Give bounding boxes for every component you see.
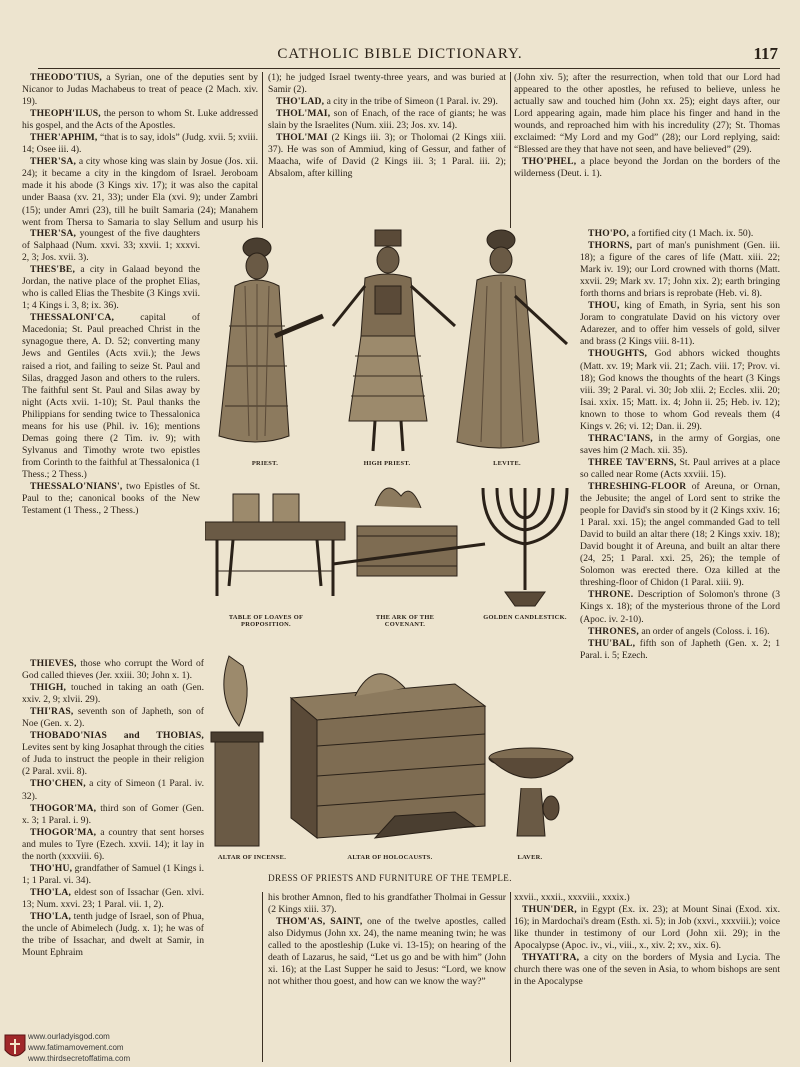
entry-text: God abhors wicked thoughts (Matt. xv. 19; Mark vii. 21; Zach. viii. 17; Prov. vi. 18); God knows the thoughts of the heart (3 Kings viii. 39; 2 Paral. vi. 30; Job xlii. 2; Eccles. xlii. 20; Isai. xxix. 15; Matt. ix. 4; John ii. 25; Heb. iv. 12); known to those to whom God reveals them (4 Kings v. 26; vi. 12; Dan. ii. 29).	[580, 348, 780, 432]
entry-text: a Syrian, one of the deputies sent by Nicanor to Judas Machabeus to treat of peace (2 Mach. xiv. 19).	[22, 72, 258, 108]
laver-figure	[489, 748, 573, 836]
entry-headword: THU'BAL,	[588, 637, 636, 649]
entry-text: youngest of the five daughters of Salphaad (Num. xxvi. 33; xxvii. 1; xxxvi. 2, 3; Jos. xvii. 3).	[22, 228, 200, 264]
running-title: CATHOLIC BIBLE DICTIONARY.	[277, 46, 523, 62]
high-priest-figure	[333, 230, 455, 451]
footer-link-1[interactable]: www.ourladyisgod.com	[28, 1032, 110, 1041]
dictionary-entry	[22, 778, 204, 802]
entry-headword: THIGH,	[30, 682, 67, 694]
entry-text: “that is to say, idols” (Judg. xvii. 5; xviii. 14; Osee iii. 4).	[22, 132, 258, 156]
entry-headword: THO'PO,	[588, 228, 630, 239]
entry-text: Description of Solomon's throne (3 Kings x. 18); of the mysterious throne of the Lord (Apoc. iv. 2-10).	[580, 589, 780, 625]
entry-text: king of Emath, in Syria, sent his son Joram to congratulate David on his victory over Adarezer, and to offer him vessels of gold, silver and brass (2 Kings viii. 8-11).	[580, 300, 780, 348]
dictionary-entry	[22, 863, 204, 887]
dictionary-entry	[268, 892, 506, 916]
dictionary-entry	[268, 132, 506, 180]
dictionary-entry	[580, 626, 780, 638]
footer-link-3[interactable]: www.thirdsecretoffatima.com	[28, 1054, 131, 1063]
entry-text: (2 Kings iii. 3); or Tholomai (2 Kings xiii. 37). He was son of Ammiud, king of Gessur, and father of Maacha, wife of David (2 Kings iii. 3; 1 Paral. iii. 2); Absalom, after killing	[268, 132, 506, 180]
altar-of-incense-figure	[211, 656, 263, 846]
entry-headword: THOU,	[588, 300, 620, 312]
entry-headword: THRESHING-FLOOR	[588, 480, 687, 492]
entry-headword: THO'LA,	[30, 886, 72, 898]
entry-headword: THOGOR'MA,	[30, 802, 97, 814]
entry-headword: THO'HU,	[30, 862, 73, 874]
entry-text: part of man's punishment (Gen. iii. 18); a figure of the cares of life (Matt. xiii. 22; Mark iv. 19); our Lord crowned with thorns (Matt. xxvii. 29; Mark xv. 17; John xix. 2); earth bringing forth thorns and briars is reprobate (Heb. vi. 8).	[580, 240, 780, 300]
column-middle-bottom	[268, 892, 506, 1062]
entry-text: an order of angels (Coloss. i. 16).	[638, 625, 770, 637]
entry-headword: THO'LA,	[30, 910, 72, 922]
entry-headword: THRONE.	[588, 589, 634, 601]
entry-headword: THORNS,	[588, 240, 633, 252]
caption-priest: PRIEST.	[251, 460, 279, 467]
altar-of-holocausts-figure	[291, 674, 485, 838]
dictionary-entry	[22, 911, 204, 959]
entry-text: a city in Galaad beyond the Jordan, the native place of the prophet Elias, who is called Elias the Thesbite (3 Kings xvii. 1; 4 Kings i. 3, 8; ix. 36).	[22, 264, 200, 312]
entry-text: fifth son of Japheth (Gen. x. 2; 1 Paral. i. 5; Ezech.	[580, 637, 780, 661]
footer-link-2[interactable]: www.fatimamovement.com	[28, 1043, 124, 1052]
entry-text: in the army of Gorgias, one saves him (2 Mach. xii. 35).	[580, 432, 780, 456]
column-middle-top	[268, 72, 506, 228]
entry-text: a city whose king was slain by Josue (Jos. xii. 24); it became a city in the kingdom of Israel. Jeroboam made it his abode (3 Kings xiv. 17); it was also the capital under Baasa (xv. 21, 33); under Ela (xvi. 9); under Zambri (15); under Amri (23), till he built Samaria (24); Manahem went from Thersa to Samaria to slay Sellum and usurp his	[22, 156, 258, 228]
temple-illustration-plate	[205, 226, 575, 876]
dictionary-entry	[514, 892, 780, 904]
entry-headword: THOUGHTS,	[588, 348, 648, 360]
dictionary-entry	[580, 433, 780, 457]
footer-watermark	[4, 1032, 214, 1066]
entry-text: (1); he judged Israel twenty-three years, and was buried at Samir (2).	[268, 72, 506, 96]
column-divider	[262, 892, 263, 1062]
entry-headword: THOL'MAI	[276, 132, 328, 144]
entry-headword: THES'BE,	[30, 264, 76, 276]
header-rule	[38, 68, 780, 69]
dictionary-entry	[580, 228, 780, 240]
caption-incense: ALTAR OF INCENSE.	[217, 854, 287, 861]
dictionary-entry	[22, 264, 200, 312]
column-right-top	[514, 72, 780, 228]
candlestick-figure	[483, 488, 567, 606]
caption-high-priest: HIGH PRIEST.	[363, 460, 411, 467]
dictionary-entry	[22, 827, 204, 863]
entry-text: a place beyond the Jordan on the borders of the wilderness (Deut. i. 1).	[514, 156, 780, 180]
entry-headword: THO'LAD,	[276, 96, 325, 108]
caption-laver: LAVER.	[517, 854, 543, 861]
dictionary-entry	[22, 312, 200, 481]
dictionary-entry	[22, 730, 204, 778]
dictionary-entry	[22, 658, 204, 682]
column-divider	[510, 72, 511, 228]
levite-figure	[457, 230, 567, 448]
entry-text: two Epistles of St. Paul to the; canonical books of the New Testament (1 Thess., 2 Thess.)	[22, 480, 200, 517]
entry-text: third son of Gomer (Gen. x. 3; 1 Paral. i. 9).	[22, 802, 204, 826]
dictionary-entry	[22, 156, 258, 228]
page-header	[0, 46, 800, 70]
table-of-loaves-figure	[205, 494, 345, 596]
dictionary-entry	[22, 803, 204, 827]
caption-levite: LEVITE.	[493, 460, 521, 467]
entry-text: xxvii., xxxii., xxxviii., xxxix.)	[514, 892, 630, 903]
column-right-side	[580, 228, 780, 892]
entry-text: a city on the borders of Mysia and Lycia. The church there was one of the seven in Asia, to whom bishops are sent in the Apocalypse	[514, 952, 780, 988]
dictionary-entry	[22, 682, 204, 706]
column-divider	[510, 892, 511, 1062]
dictionary-entry	[268, 916, 506, 988]
dictionary-entry	[22, 132, 258, 156]
entry-headword: THI'RAS,	[30, 706, 74, 718]
entry-headword: THESSALONI'CA,	[30, 312, 115, 324]
caption-table: TABLE OF LOAVES OF PROPOSITION.	[228, 614, 304, 628]
dictionary-entry	[22, 228, 200, 264]
entry-text: seventh son of Japheth, son of Noe (Gen. x. 2).	[22, 706, 204, 730]
dictionary-entry	[268, 96, 506, 108]
entry-text: his brother Amnon, fled to his grandfather Tholmai in Gessur (2 Kings xiii. 37).	[268, 892, 506, 916]
entry-text: those who corrupt the Word of God called thieves (Jer. xxiii. 30; John x. 1).	[22, 658, 204, 682]
caption-ark: THE ARK OF THE COVENANT.	[375, 614, 435, 628]
entry-headword: THO'CHEN,	[30, 778, 86, 790]
entry-text: a city in the tribe of Simeon (1 Paral. iv. 29).	[324, 96, 498, 108]
dictionary-entry	[268, 72, 506, 96]
caption-holocausts: ALTAR OF HOLOCAUSTS.	[347, 854, 433, 861]
entry-headword: THEOPH'ILUS,	[30, 108, 101, 120]
dictionary-entry	[514, 72, 780, 156]
entry-text: a city of Simeon (1 Paral. iv. 32).	[22, 778, 204, 802]
column-left-top	[22, 72, 258, 228]
entry-headword: THESSALO'NIANS',	[30, 480, 123, 492]
entry-headword: THO'PHEL,	[522, 156, 577, 168]
entry-text: grandfather of Samuel (1 Kings i. 1; 1 Paral. vi. 34).	[22, 862, 204, 886]
entry-text: touched in taking an oath (Gen. xxiv. 2, 9; xlvii. 29).	[22, 682, 204, 706]
dictionary-entry	[580, 348, 780, 432]
entry-headword: THER'SA,	[30, 156, 77, 168]
entry-headword: THUN'DER,	[522, 904, 577, 916]
dictionary-entry	[580, 300, 780, 348]
dictionary-entry	[22, 706, 204, 730]
dictionary-entry	[580, 457, 780, 481]
entry-headword: THOM'AS, SAINT,	[276, 916, 363, 928]
entry-headword: THER'SA,	[30, 228, 77, 239]
entry-text: eldest son of Issachar (Gen. xlvi. 13; Num. xxvi. 23; 1 Paral. vii. 1, 2).	[22, 886, 204, 910]
entry-headword: THEODO'TIUS,	[30, 72, 102, 83]
entry-headword: THOBADO'NIAS and THOBIAS,	[30, 730, 204, 742]
dictionary-entry	[268, 108, 506, 132]
entry-headword: THRONES,	[588, 625, 639, 637]
column-left-lower	[22, 658, 204, 1062]
dictionary-entry	[514, 156, 780, 180]
page-number: 117	[753, 44, 778, 63]
dictionary-entry	[22, 108, 258, 132]
entry-text: capital of Macedonia; St. Paul preached Christ in the synagogue there, A. D. 52; converting many Jews and Gentiles (Acts xvii.); the Jews raised a riot, and failing to seize St. Paul and Silas, dragged Jason and others to the rulers. The faithful sent St. Paul and Silas away by night (Acts xvii. 1-10); St. Paul thanks the Philippians for sending twice to Thessalonica means for his use (Phil. iv. 16); mentions Demas going there (2 Tim. iv. 9); with Sylvanus and Timothy wrote two epistles from Corinth to the faithful at Thessalonica (1 Thess.; 2 Thess.)	[22, 312, 200, 480]
column-divider	[262, 72, 263, 228]
dictionary-entry	[580, 589, 780, 625]
dictionary-entry	[580, 240, 780, 300]
ark-figure	[333, 488, 485, 576]
entry-headword: THOL'MAI,	[276, 108, 331, 120]
entry-headword: THOGOR'MA,	[30, 826, 97, 838]
column-right-bottom	[514, 892, 780, 1062]
entry-text: the person to whom St. Luke addressed his gospel, and the Acts of the Apostles.	[22, 108, 258, 132]
entry-headword: THRAC'IANS,	[588, 432, 653, 444]
entry-headword: THYATI'RA,	[522, 952, 580, 964]
entry-text: St. Paul arrives at a place so called near Rome (Acts xxviii. 15).	[580, 456, 780, 480]
dictionary-entry	[22, 481, 200, 517]
entry-headword: THER'APHIM,	[30, 132, 98, 144]
dictionary-entry	[580, 481, 780, 589]
dictionary-entry	[514, 952, 780, 988]
entry-headword: THIEVES,	[30, 658, 77, 669]
priest-figure	[219, 238, 323, 442]
caption-candlestick: GOLDEN CANDLESTICK.	[483, 614, 567, 621]
entry-text: one of the twelve apostles, called also Didymus (John xx. 24), the name meaning twin; he was called to the apostleship (Luke vi. 13-15); on hearing of the death of Lazarus, he said, “Let us go and be with him” (John xi. 16); at the Last Supper he said to Jesus: “Lord, we know not whither thou goest, and how can we know the way?”	[268, 916, 506, 988]
entry-text: a fortified city (1 Mach. ix. 50).	[629, 228, 754, 239]
dictionary-entry	[514, 904, 780, 952]
entry-text: (John xiv. 5); after the resurrection, when told that our Lord had appeared to the other apostles, he refused to believe, unless he actually saw and touched him (John xx. 25); eight days after, our Lord appearing again, made him place his finger and hand in the wounds, and reproached him with his incredulity (27); St. Thomas exclaimed: “My Lord and my God” (28); our Lord replying, said: “Blessed are they that have not seen, and have believed” (29).	[514, 72, 780, 156]
entry-text: of Areuna, or Ornan, the Jebusite; the angel of Lord sent to strike the people for David's sin stood by it (2 Kings xxiv. 16; 1 Paral. xxi. 15); the angel commanded Gad to tell David to build an altar there (18; 2 Kings xxiv. 18); David bought it of Areuna, and built an altar there (24, 25; 1 Paral. xxi. 25, 26); the temple of Solomon was erected there. Oza killed at the threshing-floor of Chidon (1 Paral. xiii. 9).	[580, 480, 780, 589]
entry-text: Levites sent by king Josaphat through the cities of Juda to instruct the people in their religion (2 Paral. xvii. 8).	[22, 742, 204, 778]
column-left-wrap	[22, 228, 200, 658]
shield-logo-icon	[4, 1034, 26, 1062]
plate-title: DRESS OF PRIESTS AND FURNITURE OF THE TEMPLE.	[268, 873, 512, 883]
entry-text: tenth judge of Israel, son of Phua, the uncle of Abimelech (Judg. x. 1); he was of the tribe of Issachar, and dwelt at Samir, in Mount Ephraim	[22, 910, 204, 959]
entry-headword: THREE TAV'ERNS,	[588, 456, 677, 468]
entry-text: a country that sent horses and mules to Tyre (Ezech. xxvii. 14); it lay in the north (xxxviii. 6).	[22, 826, 204, 862]
dictionary-entry	[22, 72, 258, 108]
entry-text: son of Enach, of the race of giants; he was slain by the Israelites (Num. xiii. 23; Jos. xv. 14).	[268, 108, 506, 132]
dictionary-entry	[580, 638, 780, 662]
dictionary-entry	[22, 887, 204, 911]
entry-text: in Egypt (Ex. ix. 23); at Mount Sinai (Exod. xix. 16); in Mardochai's dream (Esth. xi. 5); in Job (xxvi., xxxviii.); voice like thunder in testimony of our Lord (John xii. 29); in the Apocalypse (Apoc. iv., vi., viii., x., xiv. 2; xv., xix. 6).	[514, 904, 780, 952]
